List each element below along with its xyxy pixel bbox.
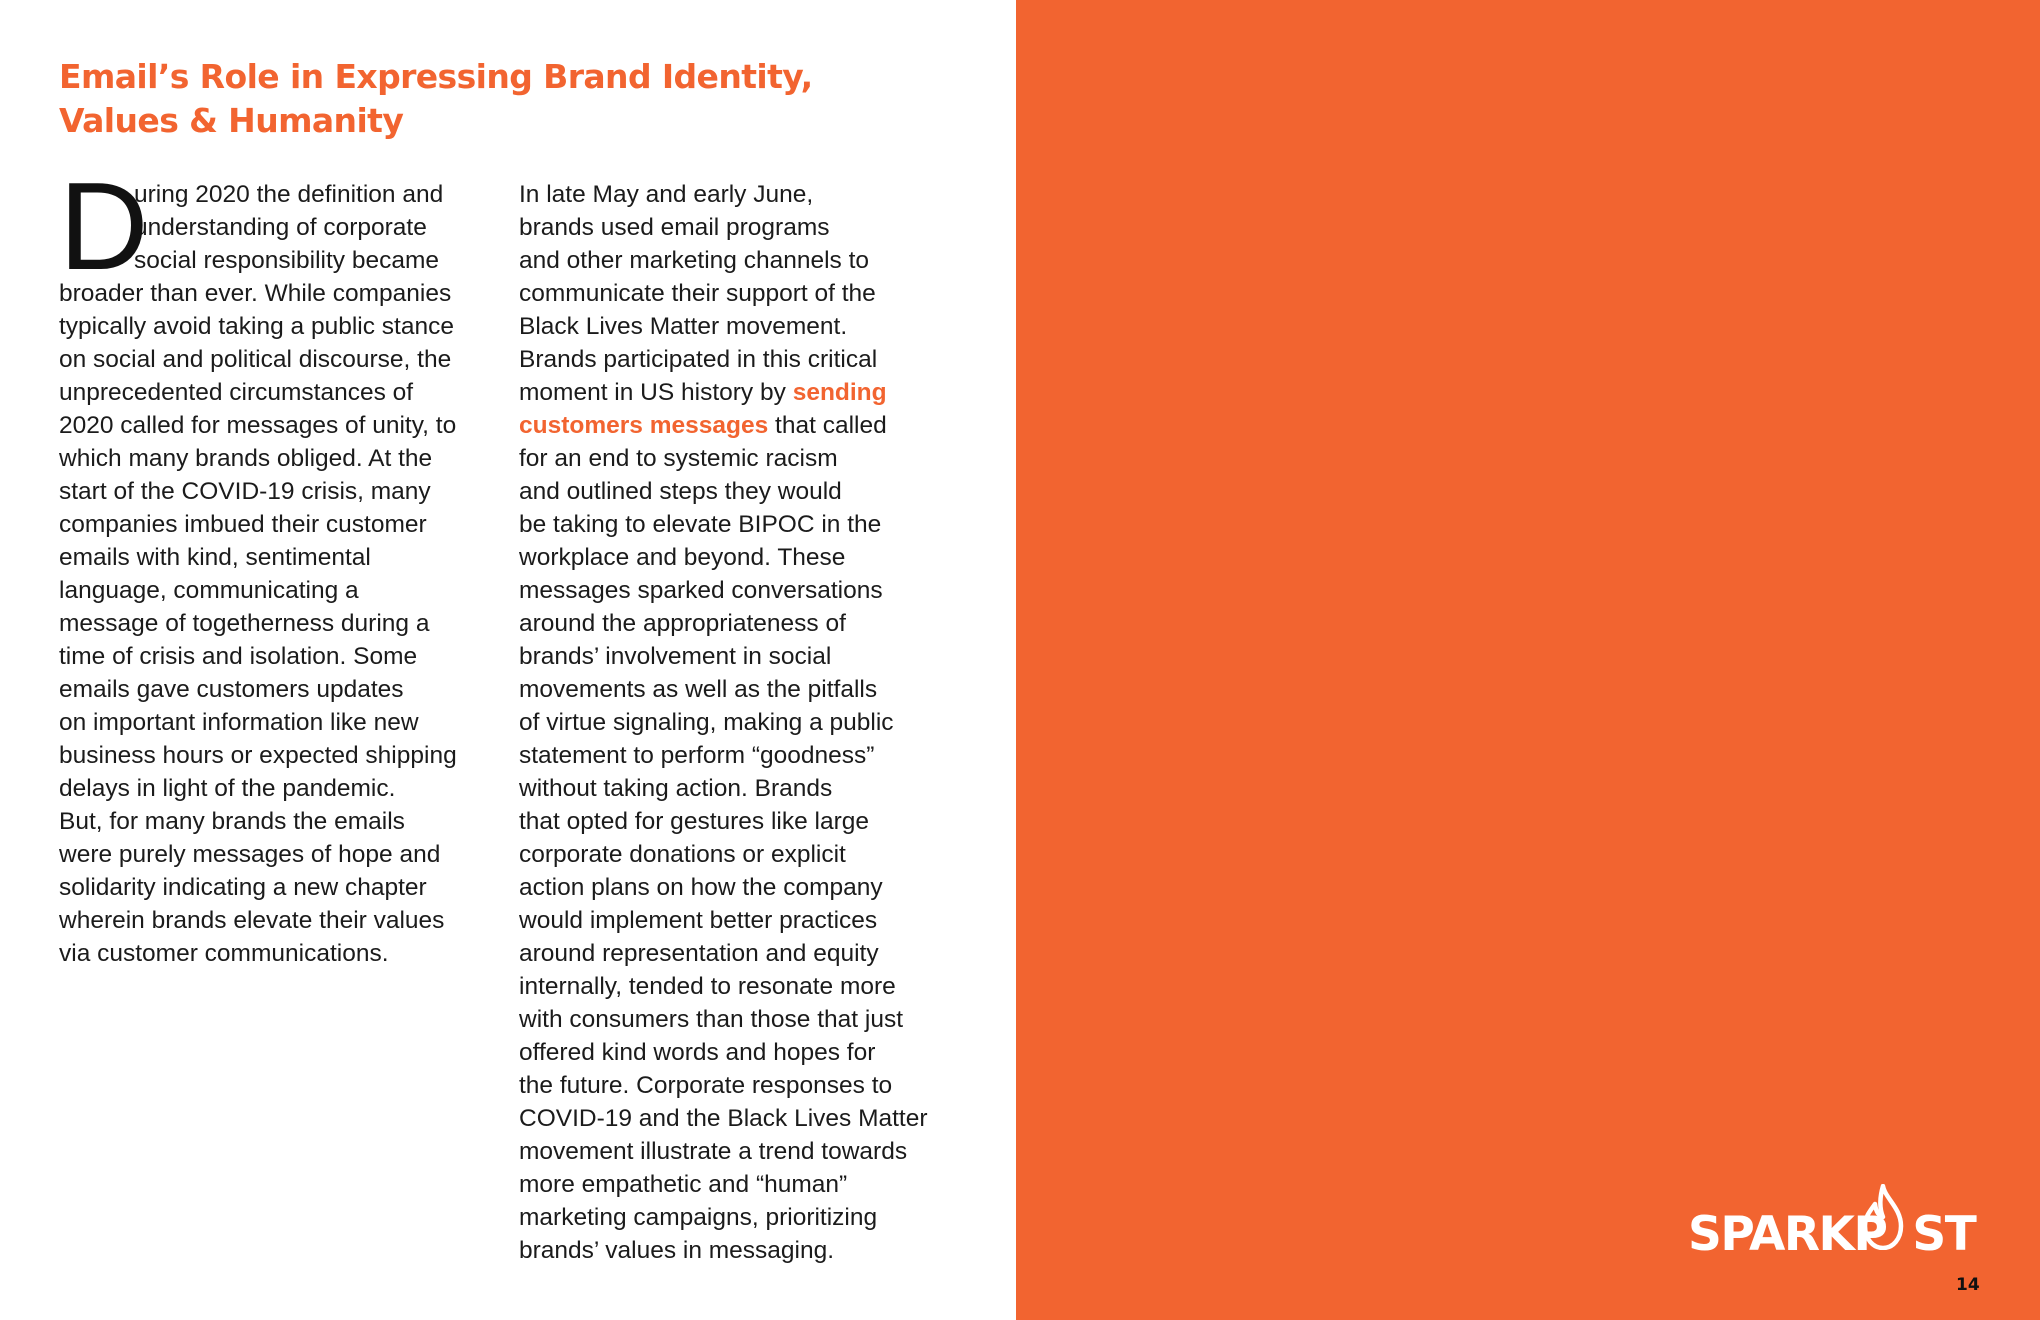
text-line: marketing campaigns, prioritizing xyxy=(519,1204,878,1231)
text-line: which many brands obliged. At the xyxy=(59,445,433,472)
text-line: Brands participated in this critical xyxy=(519,346,878,373)
logo-wordmark xyxy=(1688,1207,1976,1262)
link-line-1 xyxy=(519,376,979,409)
text-line: the future. Corporate responses to xyxy=(519,1072,893,1099)
text-line: delays in light of the pandemic. xyxy=(59,775,396,802)
text-line: business hours or expected shipping xyxy=(59,742,457,769)
text-line: were purely messages of hope and xyxy=(59,841,441,868)
text-line: be taking to elevate BIPOC in the xyxy=(519,511,882,538)
logo-text-left: SPARKP xyxy=(1688,1207,1887,1262)
text-line: would implement better practices xyxy=(519,907,878,934)
text-panel xyxy=(0,0,1016,1320)
link-line-suffix: that called xyxy=(768,412,887,439)
text-line: corporate donations or explicit xyxy=(519,841,846,868)
text-line: In late May and early June, xyxy=(519,181,814,208)
text-line: emails with kind, sentimental xyxy=(59,544,371,571)
text-line: movement illustrate a trend towards xyxy=(519,1138,908,1165)
column-2-lines-after-link xyxy=(519,442,979,1267)
text-line: with consumers than those that just xyxy=(519,1006,904,1033)
column-2-lines-before-link xyxy=(519,178,979,376)
text-line: workplace and beyond. These xyxy=(519,544,846,571)
text-line: around the appropriateness of xyxy=(519,610,846,637)
text-line: unprecedented circumstances of xyxy=(59,379,414,406)
text-line: communicate their support of the xyxy=(519,280,876,307)
orange-panel xyxy=(1016,0,2040,1320)
text-line: of virtue signaling, making a public xyxy=(519,709,894,736)
text-line: without taking action. Brands xyxy=(519,775,833,802)
text-line: COVID-19 and the Black Lives Matter xyxy=(519,1105,928,1132)
link-line-2 xyxy=(519,409,979,442)
drop-cap: D xyxy=(59,158,147,296)
text-line: 2020 called for messages of unity, to xyxy=(59,412,457,439)
sending-customers-messages-link-part-1[interactable]: sending xyxy=(792,379,887,406)
text-line: internally, tended to resonate more xyxy=(519,973,896,1000)
text-line: for an end to systemic racism xyxy=(519,445,838,472)
text-line: typically avoid taking a public stance xyxy=(59,313,454,340)
flame-icon xyxy=(1861,1184,1905,1250)
text-line: language, communicating a xyxy=(59,577,359,604)
text-line: time of crisis and isolation. Some xyxy=(59,643,418,670)
link-line-prefix: moment in US history by xyxy=(519,379,793,406)
text-line: wherein brands elevate their values xyxy=(59,907,445,934)
page-number: 14 xyxy=(1956,1275,1980,1295)
text-line: start of the COVID-19 crisis, many xyxy=(59,478,431,505)
text-line: on important information like new xyxy=(59,709,419,736)
text-line: companies imbued their customer xyxy=(59,511,427,538)
text-line: Black Lives Matter movement. xyxy=(519,313,848,340)
text-line: brands’ values in messaging. xyxy=(519,1237,835,1264)
text-line: around representation and equity xyxy=(519,940,879,967)
text-line: statement to perform “goodness” xyxy=(519,742,875,769)
text-line: But, for many brands the emails xyxy=(59,808,405,835)
title-line-2: Values & Humanity xyxy=(59,101,404,140)
text-line: and outlined steps they would xyxy=(519,478,842,505)
text-line: brands used email programs xyxy=(519,214,830,241)
title-line-1: Email’s Role in Expressing Brand Identity, xyxy=(59,57,813,96)
text-line: uring 2020 the definition and xyxy=(134,181,444,208)
body-column-1 xyxy=(59,158,509,970)
sending-customers-messages-link-part-2[interactable]: customers messages xyxy=(519,412,769,439)
logo-text-right: ST xyxy=(1912,1207,1976,1262)
text-line: and other marketing channels to xyxy=(519,247,870,274)
text-line: on social and political discourse, the xyxy=(59,346,452,373)
text-line: emails gave customers updates xyxy=(59,676,404,703)
text-line: solidarity indicating a new chapter xyxy=(59,874,427,901)
text-line: brands’ involvement in social xyxy=(519,643,832,670)
text-line: social responsibility became xyxy=(134,247,440,274)
page-title xyxy=(59,55,959,143)
text-line: via customer communications. xyxy=(59,940,389,967)
text-line: action plans on how the company xyxy=(519,874,883,901)
text-line: understanding of corporate xyxy=(134,214,427,241)
text-line: that opted for gestures like large xyxy=(519,808,870,835)
text-line: messages sparked conversations xyxy=(519,577,883,604)
body-column-2 xyxy=(519,178,979,1267)
sparkpost-logo xyxy=(1688,1176,1988,1260)
text-line: offered kind words and hopes for xyxy=(519,1039,876,1066)
column-1-lines xyxy=(59,158,509,970)
text-line: more empathetic and “human” xyxy=(519,1171,848,1198)
text-line: movements as well as the pitfalls xyxy=(519,676,878,703)
text-line: message of togetherness during a xyxy=(59,610,430,637)
text-line: broader than ever. While companies xyxy=(59,280,452,307)
